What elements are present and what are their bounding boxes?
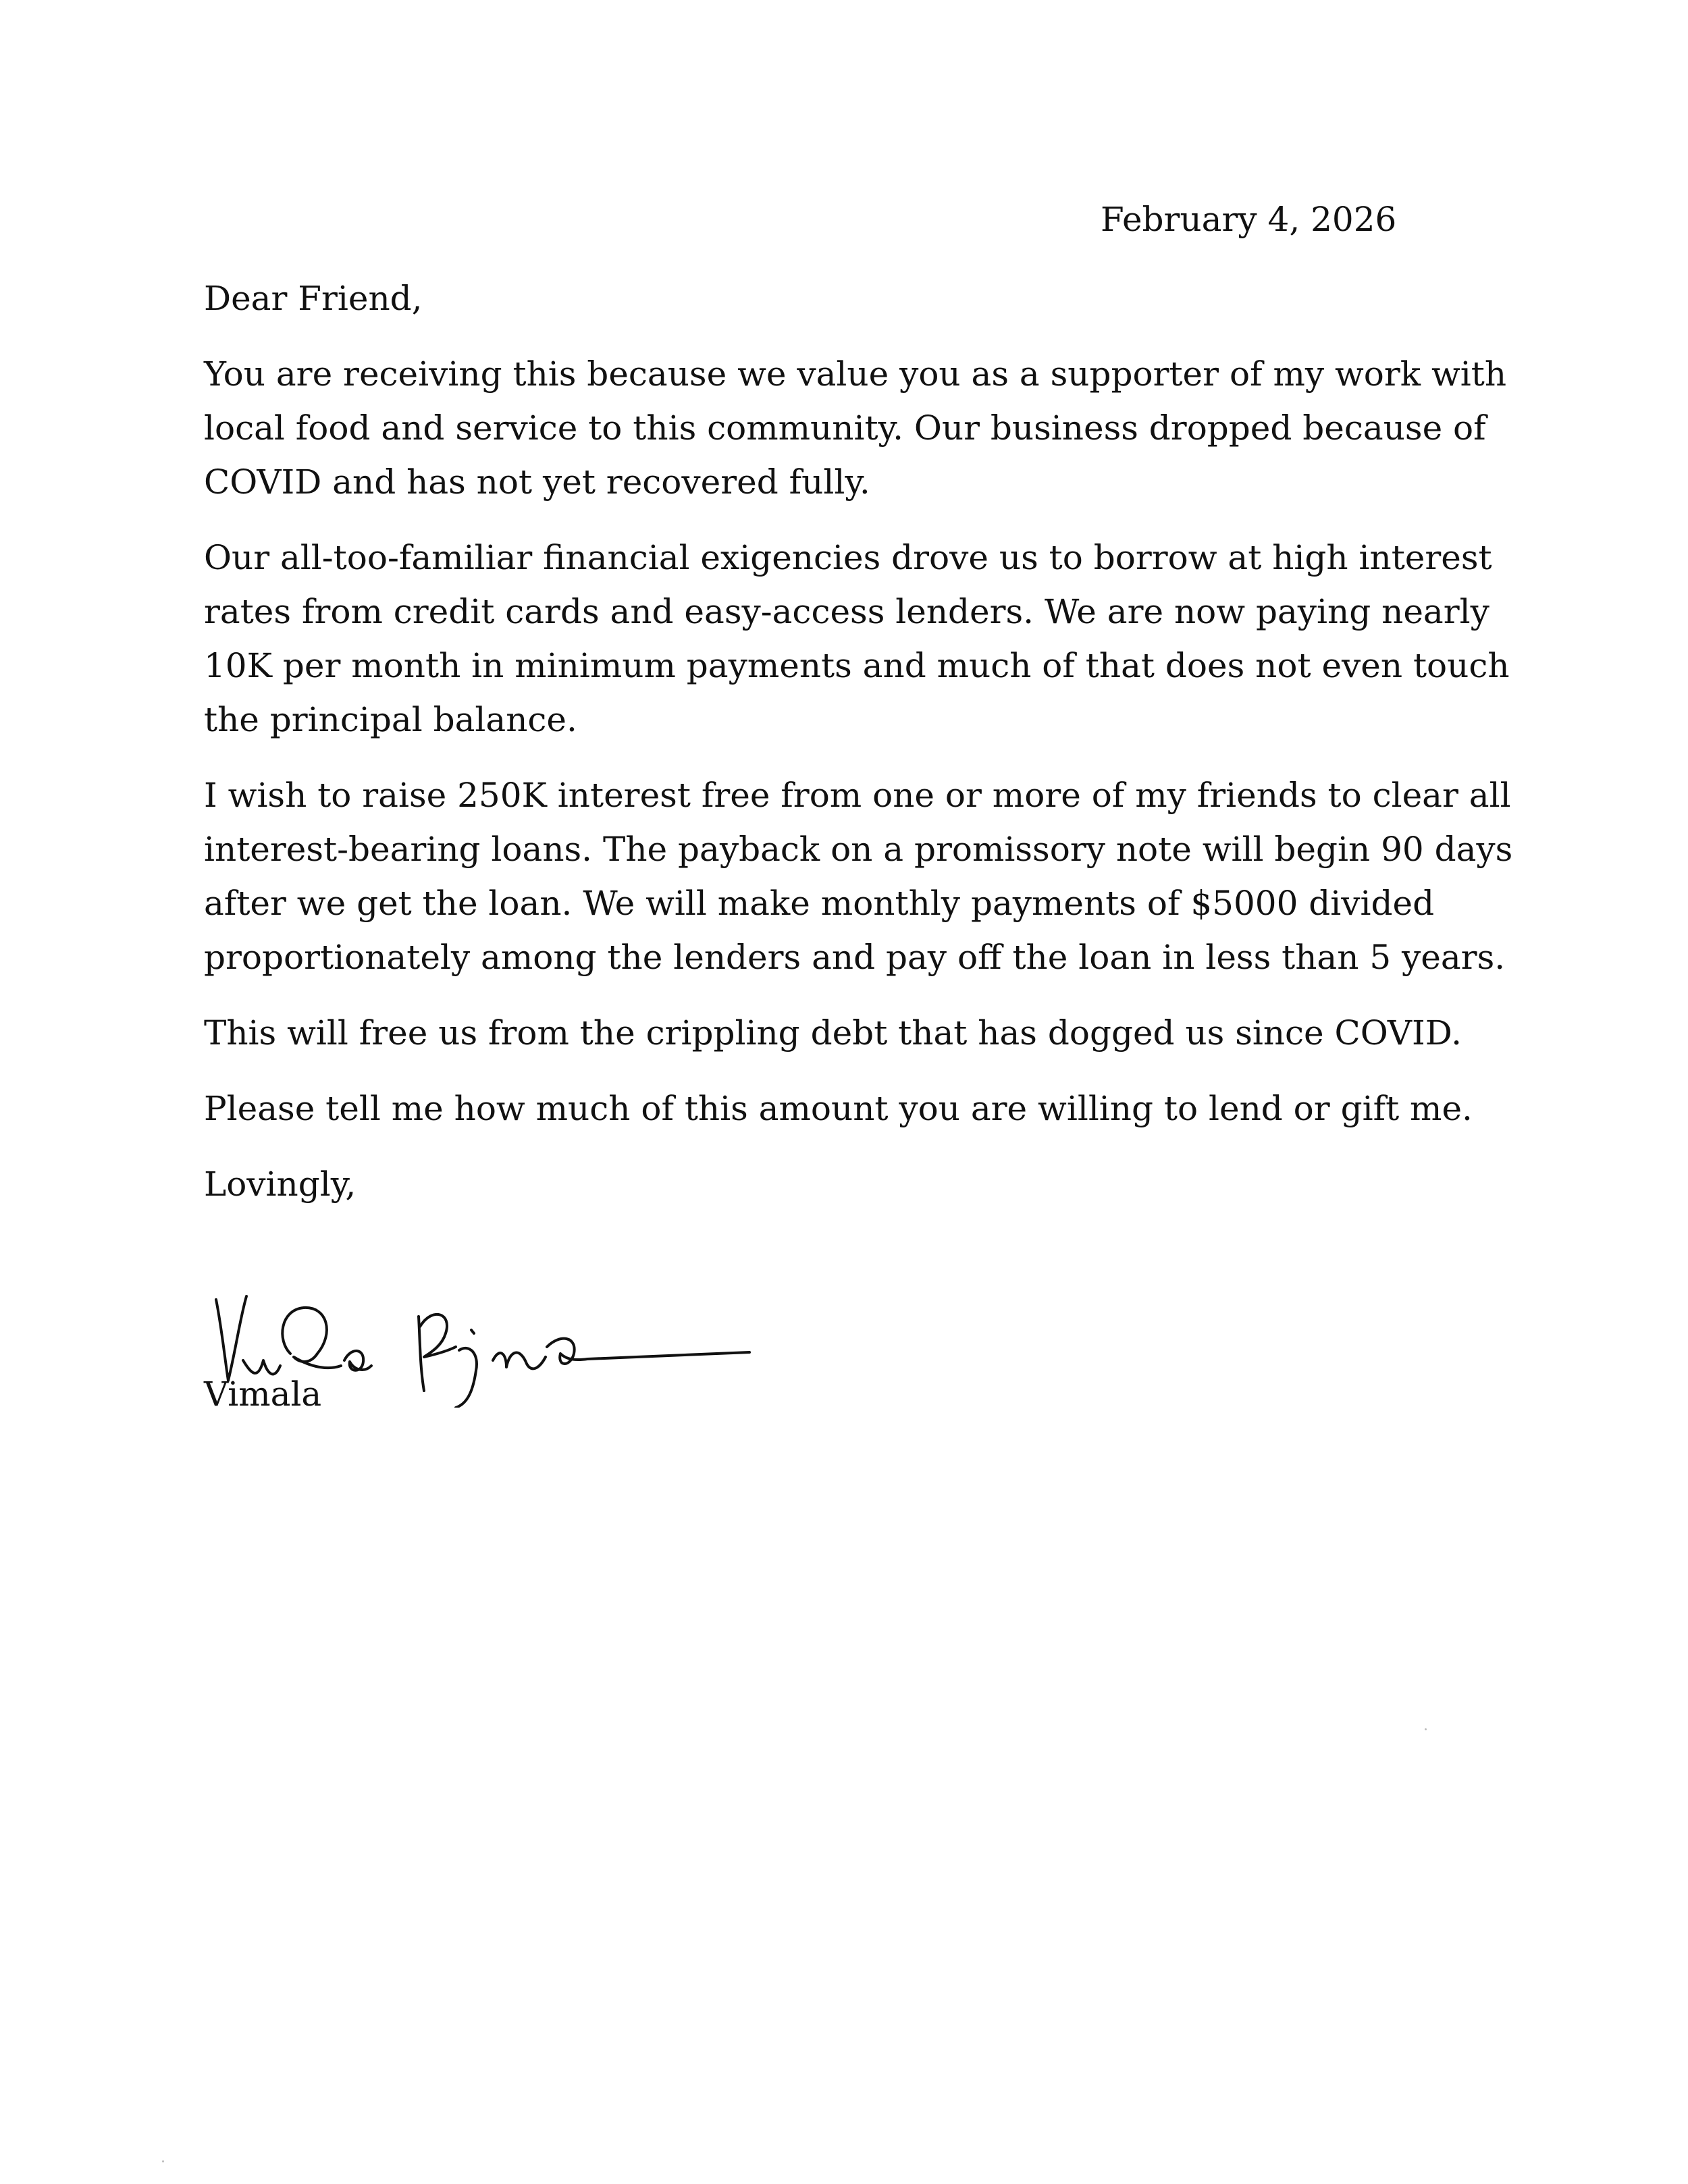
letter-date: February 4, 2026 <box>1101 200 1397 239</box>
paragraph-2: Our all-too-familiar financial exigencies drove us to borrow at high interest rates from credit cards and easy-access lenders. We are now paying nearly 10K per month in minimum payments and much of that does not even touch the principal balance. <box>204 538 1510 739</box>
closing: Lovingly, <box>204 1165 357 1204</box>
letter-body <box>204 271 1527 1233</box>
paragraph-5: Please tell me how much of this amount you are willing to lend or gift me. <box>204 1089 1473 1128</box>
scan-speck <box>162 2160 164 2162</box>
paragraph-4: This will free us from the crippling debt that has dogged us since COVID. <box>204 1013 1462 1053</box>
paragraph-1: You are receiving this because we value you as a supporter of my work with local food and service to this community. Our business dropped because of COVID and has not yet recovered fully. <box>204 354 1507 502</box>
paragraph-3: I wish to raise 250K interest free from one or more of my friends to clear all interest-bearing loans. The payback on a promissory note will begin 90 days after we get the loan. We will make monthly payments of $5000 divided proportionately among the lenders and pay off the loan in less than 5 years. <box>204 776 1513 977</box>
signer-name: Vimala <box>204 1375 322 1414</box>
salutation: Dear Friend, <box>204 279 423 318</box>
scan-speck <box>1425 1728 1427 1730</box>
